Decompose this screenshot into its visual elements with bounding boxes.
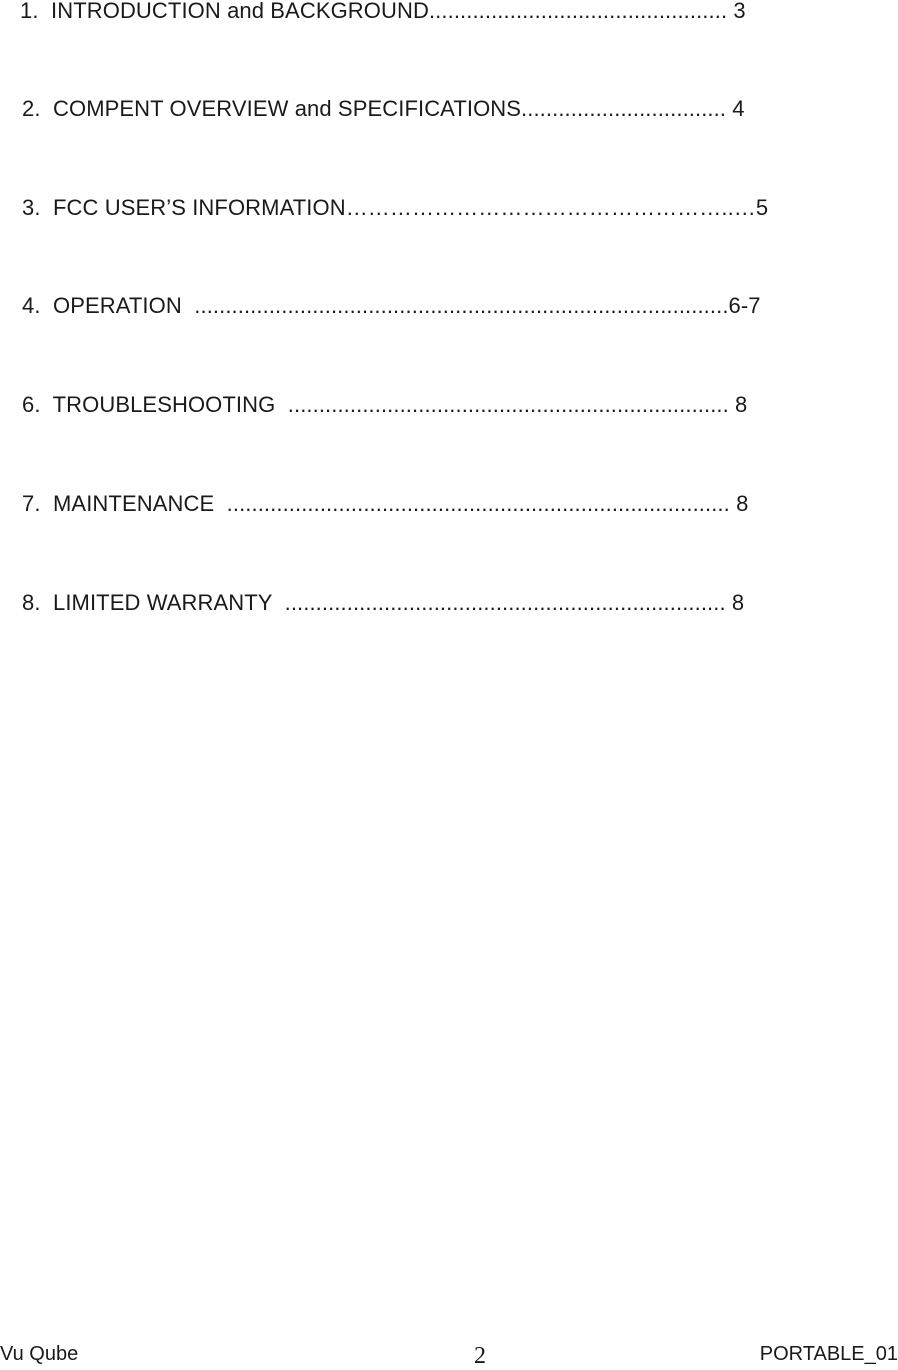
toc-entry-leader: ................................. [521,96,727,121]
toc-entry-number: 3. [22,195,41,220]
toc-entry-leader: ....................................................................... [272,590,726,615]
toc-entry-limited-warranty [22,590,744,616]
toc-entry-page: 5 [755,195,769,220]
toc-entry-number: 1. [20,0,39,23]
toc-entry-number: 2. [22,96,41,121]
toc-entry-component-overview [22,96,745,122]
toc-entry-title: INTRODUCTION and BACKGROUND [51,0,429,23]
toc-entry-title: OPERATION [53,293,182,318]
toc-entry-page: 3 [727,0,746,23]
footer-page-number: 2 [474,1343,486,1369]
toc-entry-title: FCC USER’S INFORMATION [53,195,346,220]
toc-entry-title: LIMITED WARRANTY [53,590,273,615]
toc-entry-troubleshooting [22,392,747,418]
toc-entry-leader: ................................................................................. [214,491,730,516]
toc-entry-leader: ................................................ [428,0,728,23]
toc-entry-maintenance [22,491,748,517]
toc-entry-leader: ...................................................................................... [181,293,729,318]
toc-entry-fcc-information [22,195,768,221]
toc-entry-page: 6-7 [728,293,761,318]
toc-entry-leader: ....................................................................... [275,392,729,417]
toc-entry-title: MAINTENANCE [53,491,215,516]
toc-entry-page: 8 [725,590,745,615]
toc-entry-operation [22,293,761,319]
toc-entry-title: TROUBLESHOOTING [52,392,276,417]
toc-entry-number: 7. [22,491,41,516]
footer-brand: Vu Qube [0,1343,79,1365]
toc-entry-introduction [20,0,746,24]
toc-entry-leader: ……………………………………………..… [345,195,756,220]
toc-entry-number: 6. [22,392,41,417]
footer-model: PORTABLE_01 [759,1343,898,1365]
toc-entry-page: 8 [728,392,748,417]
toc-entry-page: 4 [726,96,745,121]
toc-entry-number: 4. [22,293,41,318]
toc-entry-title: COMPENT OVERVIEW and SPECIFICATIONS [53,96,522,121]
toc-entry-number: 8. [22,590,41,615]
toc-entry-page: 8 [729,491,749,516]
